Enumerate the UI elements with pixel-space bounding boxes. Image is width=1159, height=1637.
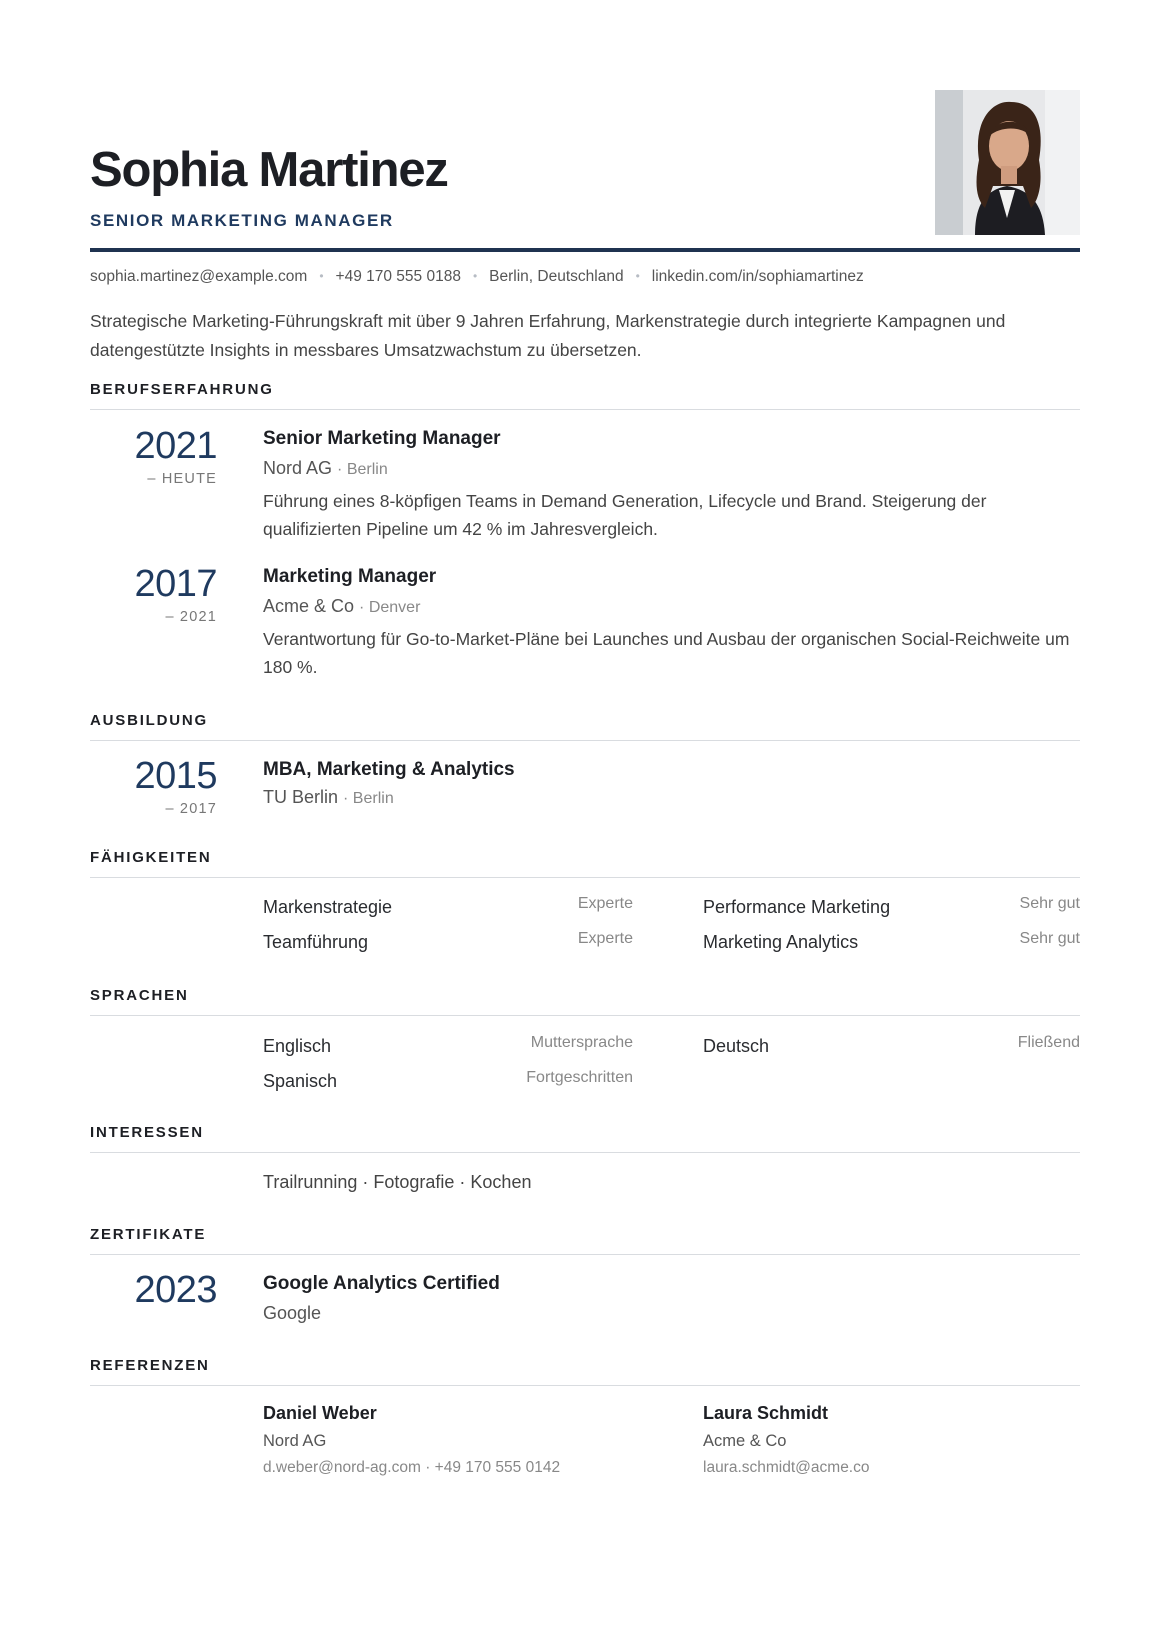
- experience-company: [263, 458, 1080, 479]
- section-divider: [90, 1152, 1080, 1153]
- contact-separator: •: [472, 269, 478, 283]
- experience-role: Senior Marketing Manager: [263, 428, 501, 449]
- language-level: Fließend: [1017, 1034, 1080, 1051]
- contact-phone[interactable]: +49 170 555 0188: [335, 268, 461, 285]
- contact-linkedin[interactable]: linkedin.com/in/sophiamartinez: [651, 268, 864, 285]
- experience-end-year: – HEUTE: [147, 471, 217, 487]
- resume-page: [90, 0, 1080, 1637]
- experience-entry: [263, 427, 1080, 543]
- reference-item: [703, 1403, 1103, 1477]
- section-heading-education: AUSBILDUNG: [90, 712, 208, 729]
- section-heading-skills: FÄHIGKEITEN: [90, 849, 212, 866]
- company-name: Acme & Co: [263, 595, 355, 616]
- section-heading-references: REFERENZEN: [90, 1357, 210, 1374]
- experience-start-year: 2017: [134, 563, 217, 605]
- school-location: · Berlin: [343, 789, 394, 807]
- company-location: · Berlin: [337, 460, 388, 478]
- skill-level: Experte: [577, 895, 633, 912]
- reference-company: Acme & Co: [703, 1432, 787, 1450]
- interests-list: Trailrunning · Fotografie · Kochen: [263, 1172, 532, 1192]
- skill-name: Teamführung: [263, 932, 369, 952]
- contact-email[interactable]: sophia.martinez@example.com: [90, 268, 308, 285]
- skill-name: Markenstrategie: [263, 897, 393, 917]
- section-divider: [90, 1385, 1080, 1386]
- section-heading-certificates: ZERTIFIKATE: [90, 1226, 207, 1243]
- language-name: Deutsch: [703, 1036, 770, 1056]
- experience-entry: [263, 565, 1080, 681]
- contact-location: Berlin, Deutschland: [489, 268, 624, 285]
- resume-header: [90, 88, 1080, 248]
- job-title: SENIOR MARKETING MANAGER: [90, 211, 394, 230]
- section-divider: [90, 409, 1080, 410]
- skill-name: Marketing Analytics: [703, 932, 859, 952]
- header-divider: [90, 248, 1080, 252]
- experience-end-year: – 2021: [165, 609, 217, 625]
- section-divider: [90, 1015, 1080, 1016]
- reference-company: Nord AG: [263, 1432, 327, 1450]
- education-end-year: – 2017: [165, 801, 217, 817]
- section-heading-languages: SPRACHEN: [90, 987, 189, 1004]
- language-level: Muttersprache: [530, 1034, 633, 1051]
- reference-name: Daniel Weber: [263, 1403, 377, 1423]
- skill-level: Experte: [577, 930, 633, 947]
- section-heading-interests: INTERESSEN: [90, 1124, 204, 1141]
- language-level: Fortgeschritten: [526, 1069, 633, 1086]
- certificate-year: 2023: [134, 1269, 217, 1311]
- contact-separator: •: [319, 269, 324, 283]
- experience-company: [263, 596, 1080, 617]
- section-heading-experience: BERUFSERFAHRUNG: [90, 381, 274, 398]
- company-name: Nord AG: [263, 457, 333, 478]
- contact-line: [90, 268, 1080, 286]
- portrait-image: [935, 90, 1080, 235]
- language-name: Spanisch: [263, 1071, 338, 1091]
- full-name: Sophia Martinez: [90, 143, 448, 197]
- certificate-issuer: Google: [263, 1302, 322, 1323]
- experience-role: Marketing Manager: [263, 566, 437, 587]
- education-entry: [263, 758, 1080, 808]
- language-name: Englisch: [263, 1036, 332, 1056]
- education-degree: MBA, Marketing & Analytics: [263, 759, 515, 780]
- profile-photo: [935, 90, 1080, 235]
- certificate-title: Google Analytics Certified: [263, 1273, 500, 1294]
- reference-item: [263, 1403, 663, 1477]
- skill-level: Sehr gut: [1019, 930, 1080, 947]
- reference-contact[interactable]: d.weber@nord-ag.com · +49 170 555 0142: [263, 1459, 561, 1476]
- experience-start-year: 2021: [134, 425, 217, 467]
- section-divider: [90, 877, 1080, 878]
- experience-description: Führung eines 8-köpfigen Teams in Demand Generation, Lifecycle und Brand. Steigerung der qualifizierten Pipeline um 42 % im Jahresvergleich.: [263, 490, 987, 539]
- experience-description: Verantwortung für Go-to-Market-Pläne bei Launches und Ausbau der organischen Social-Reichweite um 180 %.: [263, 628, 1070, 677]
- profile-summary: Strategische Marketing-Führungskraft mit über 9 Jahren Erfahrung, Markenstrategie durch integrierte Kampagnen und datengestützte Insights in messbares Umsatzwachstum zu übersetzen.: [90, 311, 1006, 360]
- section-divider: [90, 740, 1080, 741]
- contact-separator: •: [635, 269, 640, 283]
- certificate-entry: [263, 1272, 1080, 1324]
- education-school: [263, 787, 1080, 808]
- skill-level: Sehr gut: [1019, 895, 1080, 912]
- section-divider: [90, 1254, 1080, 1255]
- reference-name: Laura Schmidt: [703, 1403, 829, 1423]
- education-start-year: 2015: [134, 755, 217, 797]
- skill-name: Performance Marketing: [703, 897, 891, 917]
- reference-contact[interactable]: laura.schmidt@acme.co: [703, 1459, 870, 1476]
- company-location: · Denver: [359, 598, 421, 616]
- school-name: TU Berlin: [263, 786, 339, 807]
